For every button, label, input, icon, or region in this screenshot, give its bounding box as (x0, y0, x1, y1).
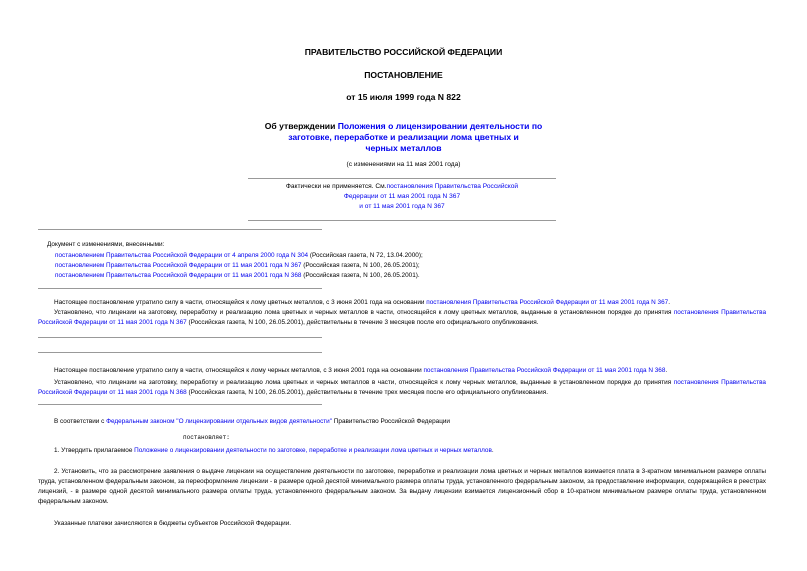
amendments-heading: Документ с изменениями, внесенными: (47, 241, 165, 248)
paragraph-end: (Российская газета, N 100, 26.05.2001), действительны в течение 3 месяцев после его официального опубликования. (186, 319, 539, 326)
amendment-link[interactable]: постановлением Правительства Российской Федерации от 11 мая 2001 года N 367 (55, 262, 302, 269)
repeal-link[interactable]: постановления Правительства Российской Федерации от 11 мая 2001 года N 368 (423, 367, 666, 374)
repeal-link[interactable]: постановления Правительства Российской Федерации от 11 мая 2001 года N 367 (426, 299, 669, 306)
repeal-note-ferrous (38, 366, 766, 398)
item-2: 2. Установить, что за рассмотрение заявления о выдаче лицензии на осуществление деятельности по заготовке, переработке и реализации лома цветных и черных металлов взимается плата в 3-кратном минимальном размере оплаты труда, установленном федеральным законом, за переоформление лицензии - в размере одной десятой минимального размера оплаты труда, установленного федеральным законом, за предоставление информации, содержащейся в реестрах лицензий, - в размере одной десятой минимального размера оплаты труда, установленного федеральным законом. За выдачу лицензии взимается лицензионный сбор в 10-кратном минимальном размере оплаты труда, установленном федеральным законом. (38, 468, 766, 505)
government-heading: ПРАВИТЕЛЬСТВО РОССИЙСКОЙ ФЕДЕРАЦИИ (304, 47, 503, 57)
paragraph-end: . (665, 367, 668, 374)
status-link-line1[interactable]: постановления Правительства Российской (386, 183, 519, 190)
amendment-item (55, 251, 755, 261)
amendment-source: (Российская газета, N 100, 26.05.2001). (301, 272, 420, 279)
amendment-link[interactable]: постановлением Правительства Российской Федерации от 11 мая 2001 года N 368 (55, 272, 302, 279)
paragraph-end: . (668, 299, 670, 306)
basis-suffix: Правительство Российской Федерации (332, 418, 450, 425)
status-link-line3[interactable]: и от 11 мая 2001 года N 367 (359, 203, 445, 210)
amendment-item (55, 261, 755, 271)
amendments-list (55, 251, 755, 281)
paragraph-text: Установлено, что лицензии на заготовку, переработку и реализацию лома цветных и черных металлов в части, относящейся к лому цветных металлов, выданные в установленном порядке до принятия (54, 309, 674, 316)
item-1 (54, 446, 766, 456)
paragraph (38, 308, 766, 328)
paragraph-end: (Российская газета, N 100, 26.05.2001), действительны в течение трех месяцев после его официального опубликования. (186, 389, 548, 396)
document-type: ПОСТАНОВЛЕНИЕ (364, 70, 443, 80)
title-link-line2[interactable]: заготовке, переработке и реализации лома цветных и (288, 132, 519, 142)
document-date: от 15 июля 1999 года N 822 (346, 92, 461, 102)
title-prefix: Об утверждении (264, 121, 338, 131)
item-1-suffix: . (491, 447, 494, 454)
paragraph (38, 298, 766, 308)
title-link-line3[interactable]: черных металлов (365, 143, 442, 153)
paragraph-text: Установлено, что лицензии на заготовку, переработку и реализацию лома цветных и черных металлов в части, относящейся к лому черных металлов, выданные в установленном порядке до принятия (54, 379, 674, 386)
repeal-link[interactable]: постановления Правительства Российской Федерации от 11 мая 2001 года N 367 (38, 309, 766, 326)
divider (248, 220, 556, 221)
basis-prefix: В соответствии с (54, 418, 107, 425)
repeal-link[interactable]: постановления Правительства Российской Федерации от 11 мая 2001 года N 368 (38, 379, 766, 396)
item-3: Указанные платежи зачисляются в бюджеты субъектов Российской Федерации. (54, 520, 292, 527)
regulation-link[interactable]: Положение о лицензировании деятельности по заготовке, переработке и реализации лома цветных и черных металлов (134, 447, 492, 454)
item-1-prefix: 1. Утвердить прилагаемое (54, 447, 135, 454)
document-title (220, 121, 587, 154)
paragraph-text: Настоящее постановление утратило силу в части, относящейся к лому черных металлов, с 3 июня 2001 года на основании (54, 367, 424, 374)
amendment-source: (Российская газета, N 100, 26.05.2001); (301, 262, 420, 269)
paragraph (38, 366, 766, 376)
divider (38, 229, 322, 230)
status-link-line2[interactable]: Федерации от 11 мая 2001 года N 367 (343, 193, 461, 200)
amendment-link[interactable]: постановлением Правительства Российской Федерации от 4 апреля 2000 года N 304 (55, 252, 309, 259)
status-prefix: Фактически не применяется. См. (285, 183, 387, 190)
decrees-label: постановляет: (183, 434, 230, 441)
legal-basis (54, 417, 766, 427)
divider (38, 337, 322, 338)
amendment-source: (Российская газета, N 72, 13.04.2000); (308, 252, 423, 259)
title-link-line1[interactable]: Положения о лицензировании деятельности по (337, 121, 543, 131)
amendment-item (55, 271, 755, 281)
status-note (248, 182, 556, 212)
divider (38, 288, 322, 289)
paragraph-text: Настоящее постановление утратило силу в части, относящейся к лому цветных металлов, с 3 июня 2001 года на основании (54, 299, 427, 306)
federal-law-link[interactable]: Федеральным законом "О лицензировании отдельных видов деятельности" (106, 418, 333, 425)
changes-note: (с изменениями на 11 мая 2001 года) (346, 161, 461, 168)
divider (248, 178, 556, 179)
paragraph (38, 378, 766, 398)
divider (38, 404, 322, 405)
divider (38, 352, 322, 353)
repeal-note-nonferrous (38, 298, 766, 328)
